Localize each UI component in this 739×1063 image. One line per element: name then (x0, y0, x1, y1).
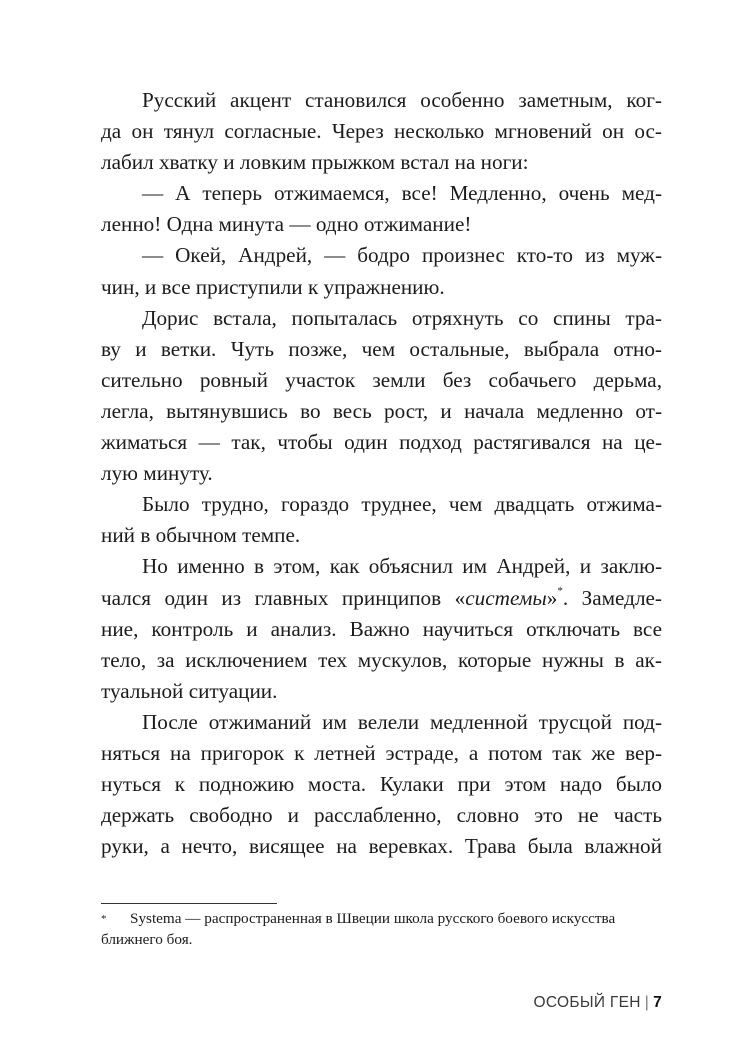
running-footer (534, 994, 662, 1012)
text-line: чин, и все приступили к упражнению. (101, 274, 445, 299)
text-line: — Окей, Андрей, — бодро произнес кто-то из муж- (142, 243, 662, 268)
footnote-line (101, 930, 662, 951)
text-run: . Замедле- (562, 585, 662, 610)
text-line: руки, а нечто, висящее на веревках. Трава была влажной (101, 834, 662, 859)
text-line: Было трудно, гораздо труднее, чем двадцать отжима- (142, 492, 662, 517)
text-line: ние, контроль и анализ. Важно научиться отключать все (101, 616, 662, 641)
text-line (101, 583, 662, 614)
text-line: Русский акцент становился особенно заметным, ког- (142, 88, 662, 112)
text-line: ний в обычном темпе. (101, 523, 301, 548)
text-line: — А теперь отжимаемся, все! Медленно, очень мед- (142, 181, 662, 206)
text-line: сительно ровный участок земли без собачьего дерьма, (101, 367, 662, 392)
text-line: жиматься — так, чтобы один подход растягивался на це- (101, 430, 662, 455)
text-line: Но именно в этом, как объяснил им Андрей, и заклю- (142, 554, 662, 579)
text-line: туальной ситуации. (101, 678, 278, 703)
text-line: тело, за исключением тех мускулов, которые нужны в ак- (101, 647, 662, 672)
text-line: нуться к подножию моста. Кулаки при этом надо было (101, 772, 662, 797)
text-line: лабил хватку и ловким прыжком встал на ноги: (101, 150, 529, 175)
text-line: няться на пригорок к летней эстраде, а потом так же вер- (101, 740, 662, 765)
footer-separator: | (644, 994, 650, 1011)
footnote (101, 909, 662, 950)
text-line: легла, вытянувшись во весь рост, и начала медленно от- (101, 398, 662, 423)
footnote-rule (101, 903, 277, 904)
text-line: лую минуту. (101, 461, 213, 486)
italic-term: системы (465, 585, 547, 610)
footnote-line (101, 909, 662, 930)
text-line: ленно! Одна минута — одно отжимание! (101, 212, 472, 237)
text-line: После отжиманий им велели медленной трусцой под- (142, 709, 662, 734)
footnote-text-2: ближнего боя. (101, 930, 193, 948)
text-line: держать свободно и расслабленно, словно это не часть (101, 803, 662, 828)
book-title: ОСОБЫЙ ГЕН (533, 994, 641, 1011)
footnote-text-1: Systema — распространенная в Швеции школа русского боевого искусства (130, 910, 616, 927)
text-run: чался один из главных принципов « (101, 585, 466, 610)
text-run: » (546, 585, 558, 610)
page-number: 7 (653, 994, 662, 1011)
text-line: да он тянул согласные. Через несколько мгновений он ос- (101, 119, 662, 144)
footnote-marker: * (101, 913, 107, 925)
text-line: Дорис встала, попыталась отряхнуть со спины тра- (142, 305, 662, 330)
text-line: ву и ветки. Чуть позже, чем остальные, выбрала отно- (101, 336, 662, 361)
body-text (101, 85, 662, 862)
footnote-ref: * (557, 585, 563, 598)
